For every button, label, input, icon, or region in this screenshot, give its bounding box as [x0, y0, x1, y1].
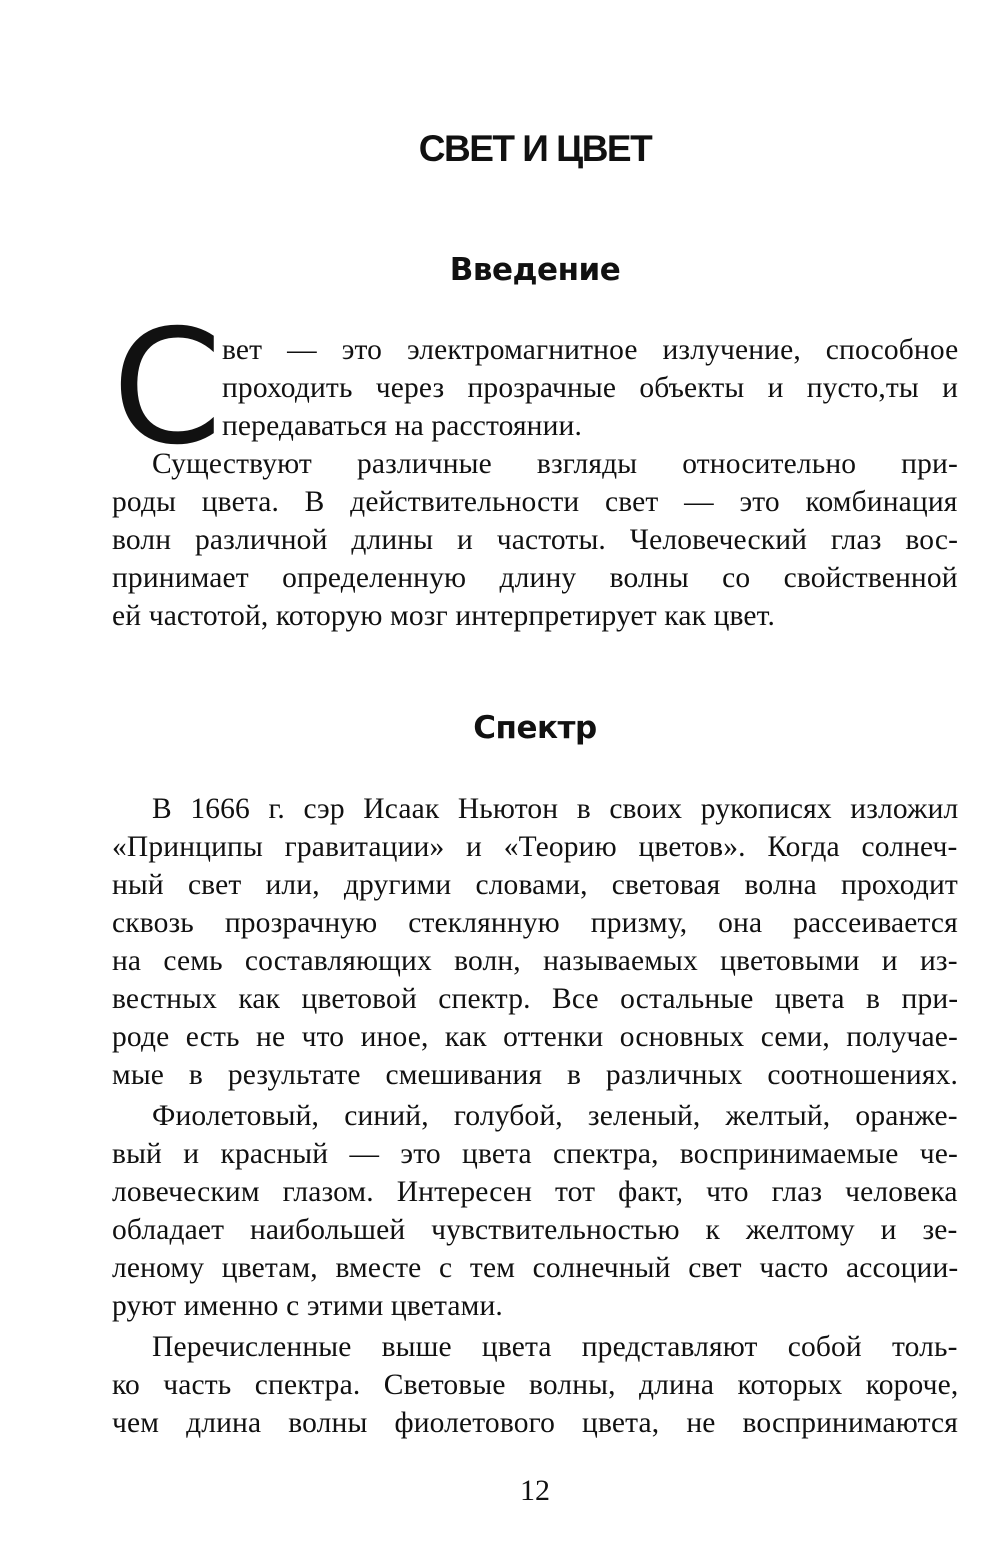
page-number: 12 [520, 1474, 550, 1507]
text-line: роде есть не что иное, как оттенки основных семи, получае- [112, 1021, 958, 1053]
text-line: ей частотой, которую мозг интерпретирует как цвет. [112, 600, 776, 632]
drop-cap: С [112, 296, 223, 480]
section-heading-introduction: Введение [449, 252, 621, 288]
section-heading-spectrum: Спектр [473, 710, 597, 746]
text-line: ко часть спектра. Световые волны, длина которых короче, [112, 1369, 959, 1401]
text-line: роды цвета. В действительности свет — это комбинация [112, 486, 958, 518]
text-line: Существуют различные взгляды относительно при- [152, 448, 958, 480]
text-line: мые в результате смешивания в различных соотношениях. [112, 1059, 958, 1091]
text-line: проходить через прозрачные объекты и пусто,ты и [222, 372, 959, 404]
text-line: ловеческим глазом. Интересен тот факт, что глаз человека [112, 1176, 958, 1208]
text-line: волн различной длины и частоты. Человеческий глаз вос- [112, 524, 959, 556]
text-line: сквозь прозрачную стеклянную призму, она рассеивается [112, 907, 958, 939]
text-line: «Принципы гравитации» и «Теорию цветов». Когда солнеч- [112, 831, 958, 863]
text-line: вет — это электромагнитное излучение, способное [222, 334, 959, 366]
text-line: Фиолетовый, синий, голубой, зеленый, желтый, оранже- [152, 1100, 958, 1132]
text-line: леному цветам, вместе с тем солнечный свет часто ассоции- [112, 1252, 959, 1284]
text-line: на семь составляющих волн, называемых цветовыми и из- [112, 945, 958, 977]
text-line: вестных как цветовой спектр. Все остальные цвета в при- [112, 983, 959, 1015]
text-line: вый и красный — это цвета спектра, воспринимаемые че- [112, 1138, 958, 1170]
text-line: передаваться на расстоянии. [222, 410, 583, 442]
text-line: Перечисленные выше цвета представляют собой толь- [152, 1331, 958, 1363]
text-line: чем длина волны фиолетового цвета, не воспринимаются [112, 1407, 958, 1439]
text-line: руют именно с этими цветами. [112, 1290, 503, 1322]
text-line: ный свет или, другими словами, световая волна проходит [112, 869, 958, 901]
chapter-title: СВЕТ И ЦВЕТ [418, 128, 652, 169]
text-line: обладает наибольшей чувствительностью к желтому и зе- [112, 1214, 958, 1246]
text-line: принимает определенную длину волны со свойственной [112, 562, 958, 594]
text-line: В 1666 г. сэр Исаак Ньютон в своих рукописях изложил [152, 793, 959, 825]
